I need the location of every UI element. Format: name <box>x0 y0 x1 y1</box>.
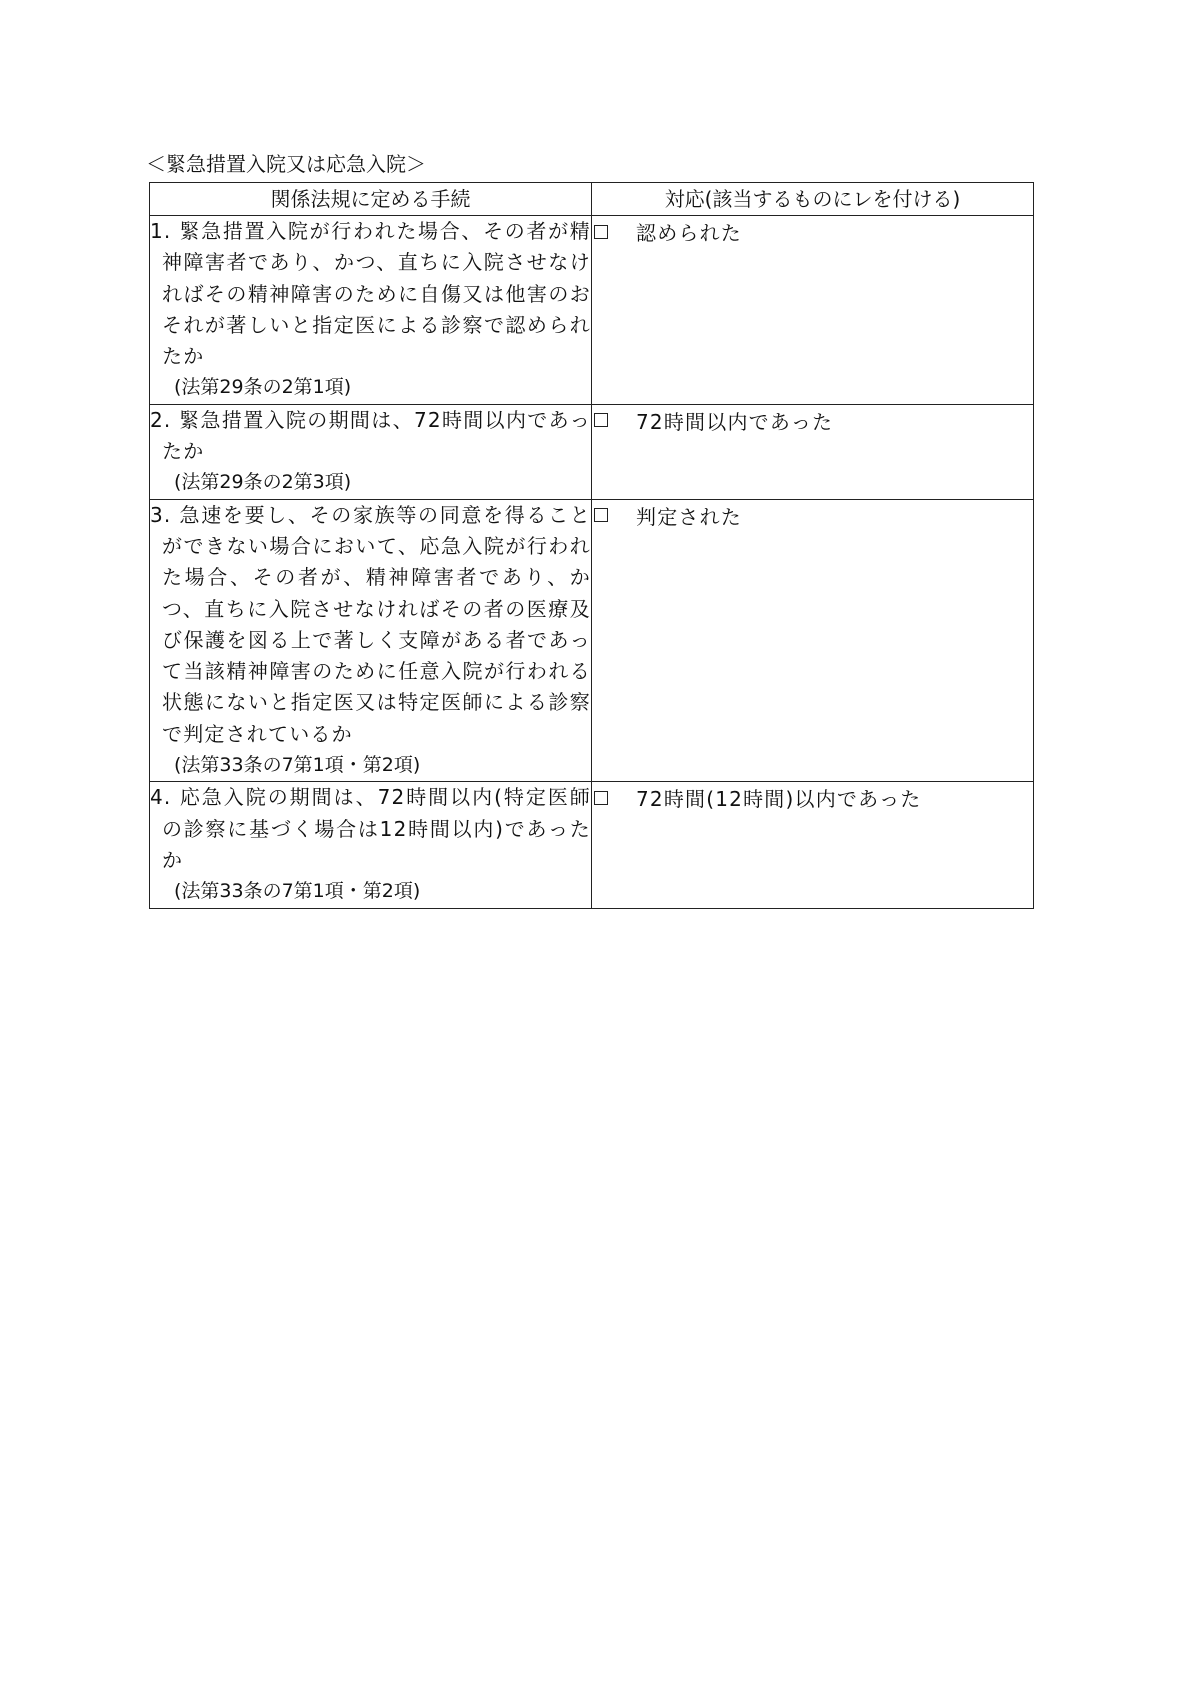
procedure-column-header: 関係法規に定める手続 <box>150 183 592 216</box>
law-reference: (法第33条の7第1項・第2項) <box>174 754 421 777</box>
response-cell <box>592 404 1034 499</box>
response-option <box>592 500 1033 531</box>
response-cell <box>592 216 1034 405</box>
checkbox[interactable] <box>594 413 608 427</box>
response-option <box>592 782 1033 813</box>
response-label: 72時間(12時間)以内であった <box>636 787 922 812</box>
procedure-cell <box>150 782 592 908</box>
procedure-text: 2. 緊急措置入院の期間は、72時間以内であったか <box>150 407 591 464</box>
procedure-check-table <box>149 182 1034 909</box>
checkbox[interactable] <box>594 508 608 522</box>
response-label: 72時間以内であった <box>636 409 834 434</box>
table-row <box>150 404 1034 499</box>
procedure-cell <box>150 499 592 782</box>
checkbox[interactable] <box>594 791 608 805</box>
response-label: 判定された <box>636 504 742 529</box>
law-reference: (法第29条の2第1項) <box>174 376 352 399</box>
table-row <box>150 216 1034 405</box>
section-title: ＜緊急措置入院又は応急入院＞ <box>146 152 426 176</box>
procedure-text: 1. 緊急措置入院が行われた場合、その者が精神障害者であり、かつ、直ちに入院させなければその精神障害のために自傷又は他害のおそれが著しいと指定医による診察で認められたか <box>150 219 591 369</box>
table-header-row <box>150 183 1034 216</box>
procedure-text: 4. 応急入院の期間は、72時間以内(特定医師の診察に基づく場合は12時間以内)であったか <box>150 785 591 872</box>
procedure-cell <box>150 404 592 499</box>
response-cell <box>592 499 1034 782</box>
response-column-header: 対応(該当するものにレを付ける) <box>592 183 1034 216</box>
procedure-text: 3. 急速を要し、その家族等の同意を得ることができない場合において、応急入院が行われた場合、その者が、精神障害者であり、かつ、直ちに入院させなければその者の医療及び保護を図る上で著しく支障がある者であって当該精神障害のために任意入院が行われる状態にないと指定医又は特定医師による診察で判定されているか <box>150 502 591 746</box>
procedure-cell <box>150 216 592 405</box>
response-label: 認められた <box>636 221 742 246</box>
table-row <box>150 782 1034 908</box>
checkbox[interactable] <box>594 225 608 239</box>
law-reference: (法第29条の2第3項) <box>174 471 352 494</box>
response-option <box>592 405 1033 436</box>
response-option <box>592 216 1033 247</box>
law-reference: (法第33条の7第1項・第2項) <box>174 880 421 903</box>
response-cell <box>592 782 1034 908</box>
table-row <box>150 499 1034 782</box>
